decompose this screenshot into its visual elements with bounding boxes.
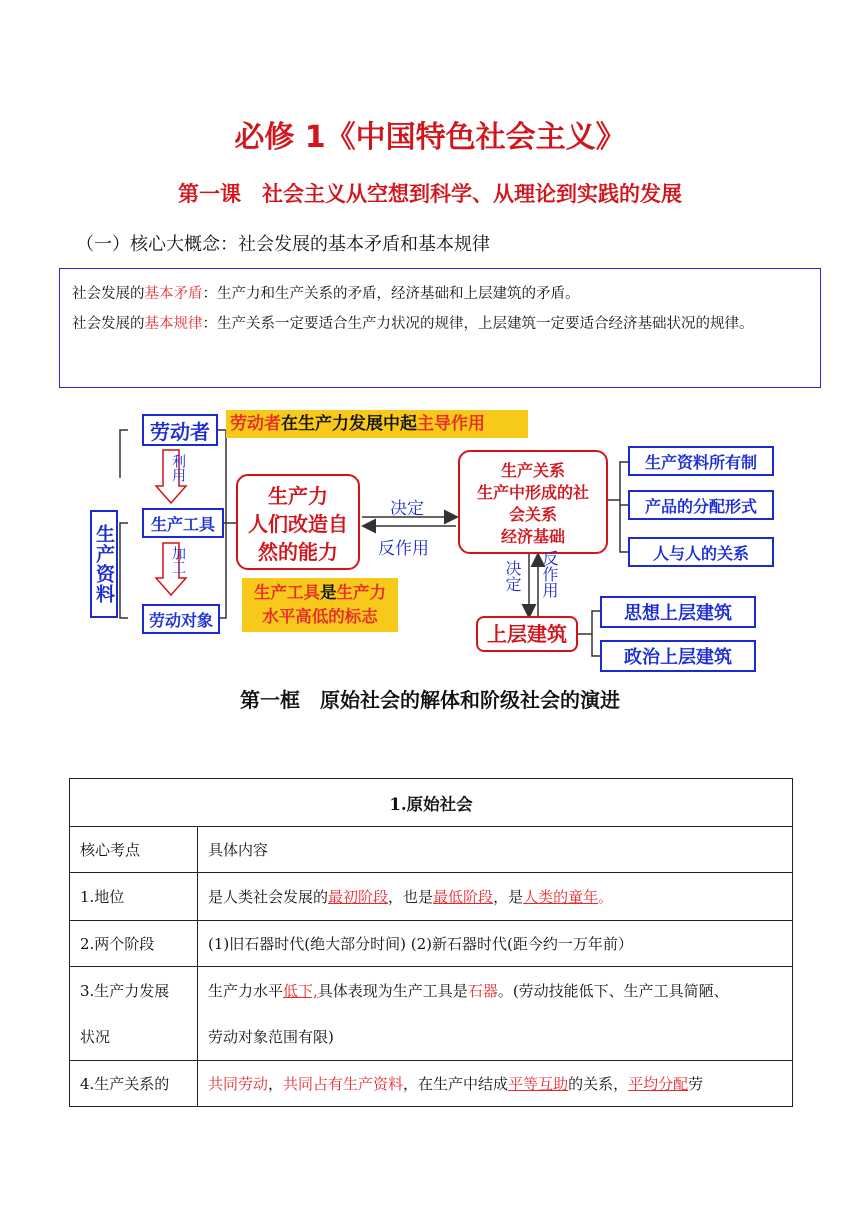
process-label: 加工 [170,546,186,574]
tools-indicator-banner: 生产工具是生产力 水平高低的标志 [242,578,398,632]
determine-vertical-label: 决定 [503,560,522,592]
laborer-leading-role-banner: 劳动者在生产力发展中起主导作用 [226,410,528,438]
concept-heading: （一）核心大概念：社会发展的基本矛盾和基本规律 [76,234,490,255]
table-row [70,873,793,921]
row-label: 4.生产关系的 [70,1061,198,1107]
section-title: 第一框 原始社会的解体和阶级社会的演进 [240,688,620,712]
political-superstructure-box: 政治上层建筑 [600,640,756,672]
table-row [70,921,793,967]
keyword-basic-contradiction: 基本矛盾 [144,286,203,302]
definition-law: 社会发展的基本规律：生产关系一定要适合生产力状况的规律，上层建筑一定要适合经济基础状况的规律。 [72,316,754,332]
use-label: 利用 [170,454,186,482]
row-label: 2.两个阶段 [70,921,198,967]
row-label: 1.地位 [70,873,198,921]
column-header-content: 具体内容 [198,827,793,873]
react-label: 反作用 [378,539,429,559]
row-content: (1)旧石器时代(绝大部分时间) (2)新石器时代(距今约一万年前） [198,921,793,967]
row-content: 是人类社会发展的最初阶段，也是最低阶段，是人类的童年。 [198,873,793,921]
concept-diagram [0,400,860,680]
table-header: 1.原始社会 [70,779,793,827]
definition-box [59,268,821,388]
primitive-society-table [69,778,793,1107]
relations-of-production-box: 生产关系 生产中形成的社 会关系 经济基础 [458,450,608,554]
lesson-title: 第一课 社会主义从空想到科学、从理论到实践的发展 [178,182,682,206]
row-content: 共同劳动，共同占有生产资料，在生产中结成平等互助的关系，平均分配劳 [198,1061,793,1107]
react-vertical-label: 反作用 [540,550,559,598]
row-label: 3.生产力发展 状况 [70,967,198,1061]
table-row [70,967,793,1061]
table-row [70,1061,793,1107]
row-content: 生产力水平低下,具体表现为生产工具是石器。(劳动技能低下、生产工具简陋、 劳动对象范围有限) [198,967,793,1061]
definition-contradiction: 社会发展的基本矛盾：生产力和生产关系的矛盾，经济基础和上层建筑的矛盾。 [72,286,580,302]
productive-forces-box: 生产力 人们改造自 然的能力 [236,474,360,570]
column-header-point: 核心考点 [70,827,198,873]
objects-box: 劳动对象 [142,604,220,634]
interpersonal-box: 人与人的关系 [628,537,774,567]
laborer-box: 劳动者 [142,414,218,446]
tools-box: 生产工具 [142,508,224,538]
distribution-box: 产品的分配形式 [628,490,774,520]
means-of-production-box: 生产资料 [90,510,118,618]
ownership-box: 生产资料所有制 [628,446,774,476]
document-title: 必修 1《中国特色社会主义》 [234,120,626,155]
keyword-basic-law: 基本规律 [144,316,203,332]
determine-label: 决定 [390,499,424,519]
ideological-superstructure-box: 思想上层建筑 [600,596,756,628]
superstructure-box: 上层建筑 [476,616,578,652]
